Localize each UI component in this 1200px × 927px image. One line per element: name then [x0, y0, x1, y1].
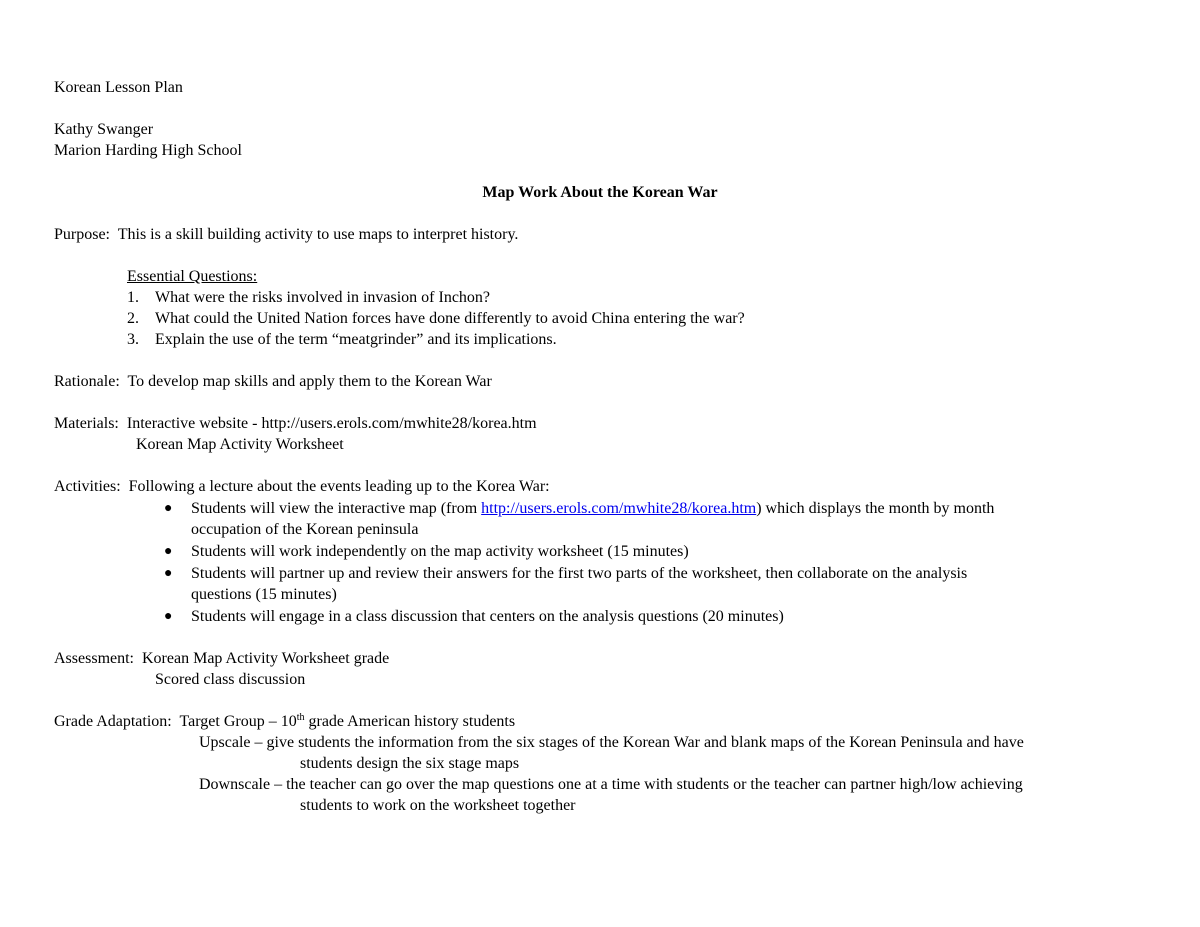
activity-2-text: Students will work independently on the map activity worksheet (15 minutes): [191, 543, 689, 560]
activity-3-text: Students will partner up and review their answers for the first two parts of the worksheet, then collaborate on the analysis: [191, 565, 968, 582]
list-item: [54, 606, 1154, 627]
activities-list: [54, 498, 1154, 627]
list-item: [54, 541, 1154, 562]
bullet-icon: ●: [164, 501, 173, 516]
materials-line-1: Interactive website - http://users.erols.com/mwhite28/korea.htm: [126, 415, 537, 432]
plan-title: Korean Lesson Plan: [54, 79, 183, 96]
rationale-label: Rationale:: [54, 373, 120, 390]
essential-questions-list: [54, 287, 1154, 350]
activity-4-text: Students will engage in a class discussion that centers on the analysis questions (20 minutes): [191, 608, 784, 625]
rationale-row: [54, 371, 1154, 392]
activity-1-post: ) which displays the month by month: [756, 500, 995, 517]
list-item: [54, 287, 1154, 308]
list-item: [54, 308, 1154, 329]
question-text: What were the risks involved in invasion of Inchon?: [155, 289, 491, 306]
grade-adaptation-label: Grade Adaptation:: [54, 713, 172, 730]
assessment-line-2: Scored class discussion: [155, 671, 306, 688]
activities-label: Activities:: [54, 478, 121, 495]
activity-3-continuation: questions (15 minutes): [191, 586, 337, 603]
bullet-icon: ●: [164, 609, 173, 624]
author-name: Kathy Swanger: [54, 121, 154, 138]
activity-1-continuation: occupation of the Korean peninsula: [191, 521, 419, 538]
target-group-sup: th: [296, 712, 305, 723]
essential-questions-heading-row: [54, 266, 1154, 287]
school-name: Marion Harding High School: [54, 142, 242, 159]
assessment-row: [54, 648, 1154, 669]
materials-line-2: Korean Map Activity Worksheet: [136, 436, 344, 453]
purpose-row: [54, 224, 1154, 245]
question-number: 1.: [127, 289, 139, 306]
document-page: [54, 77, 1154, 816]
question-number: 2.: [127, 310, 139, 327]
target-group-post: grade American history students: [304, 713, 516, 730]
rationale-text: To develop map skills and apply them to the Korean War: [127, 373, 492, 390]
target-group-pre: Target Group – 10: [179, 713, 297, 730]
list-item: [54, 329, 1154, 350]
bullet-icon: ●: [164, 566, 173, 581]
materials-row: [54, 413, 1154, 434]
grade-adaptation-row: [54, 711, 1154, 732]
activities-row: [54, 476, 1154, 497]
downscale-line-1: Downscale – the teacher can go over the map questions one at a time with students or the teacher can partner high/low achieving: [199, 776, 1023, 793]
essential-questions-heading: Essential Questions:: [127, 268, 258, 285]
list-item: [54, 498, 1154, 540]
upscale-block: [54, 732, 1154, 816]
korea-map-link[interactable]: http://users.erols.com/mwhite28/korea.htm: [481, 500, 757, 517]
upscale-line-1: Upscale – give students the information from the six stages of the Korean War and blank maps of the Korean Peninsula and have: [199, 734, 1024, 751]
bullet-icon: ●: [164, 544, 173, 559]
document-title: Map Work About the Korean War: [482, 184, 718, 201]
upscale-line-2: students design the six stage maps: [300, 755, 520, 772]
activities-intro: Following a lecture about the events leading up to the Korea War:: [128, 478, 550, 495]
purpose-label: Purpose:: [54, 226, 110, 243]
assessment-line-1: Korean Map Activity Worksheet grade: [142, 650, 390, 667]
question-text: What could the United Nation forces have done differently to avoid China entering the war?: [155, 310, 745, 327]
downscale-line-2: students to work on the worksheet together: [300, 797, 576, 814]
list-item: [54, 563, 1154, 605]
question-text: Explain the use of the term “meatgrinder” and its implications.: [155, 331, 557, 348]
question-number: 3.: [127, 331, 139, 348]
purpose-text: This is a skill building activity to use maps to interpret history.: [117, 226, 519, 243]
assessment-label: Assessment:: [54, 650, 134, 667]
materials-label: Materials:: [54, 415, 119, 432]
activity-1-pre: Students will view the interactive map (from: [191, 500, 482, 517]
